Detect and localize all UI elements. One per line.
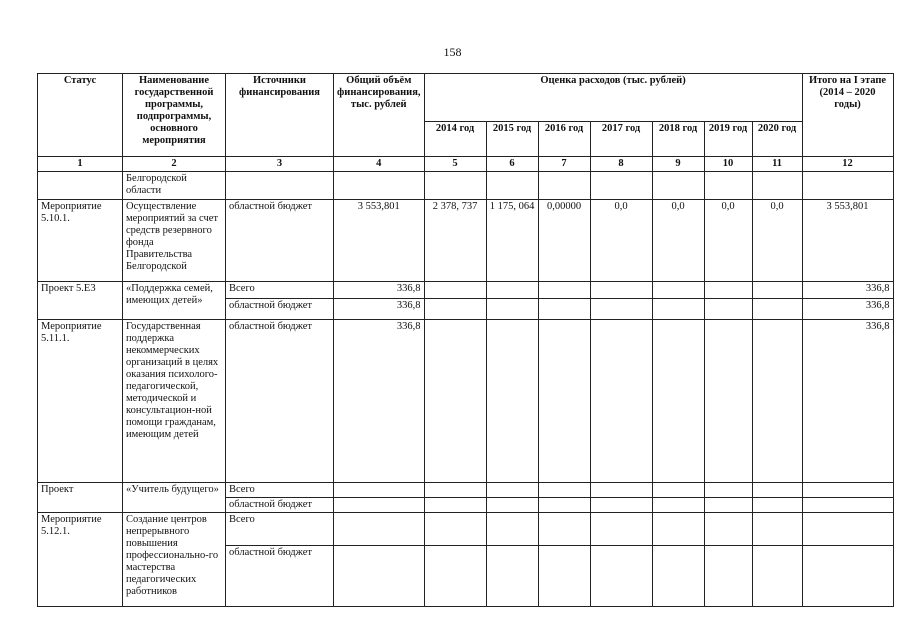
column-number: 11 — [752, 157, 802, 172]
table-row — [38, 282, 894, 299]
column-number: 5 — [424, 157, 486, 172]
header-row — [38, 74, 894, 122]
year-value-cell: 2 378, 737 — [424, 200, 486, 282]
source-cell: областной бюджет — [226, 498, 334, 513]
year-value-cell: 0,0 — [704, 200, 752, 282]
table-row — [38, 200, 894, 282]
stage-total-cell: 336,8 — [802, 282, 893, 299]
source-cell: областной бюджет — [226, 200, 334, 282]
header-year: 2016 год — [538, 122, 590, 157]
stage-total-cell: 336,8 — [802, 299, 893, 320]
source-cell: областной бюджет — [226, 546, 334, 607]
header-year: 2017 год — [590, 122, 652, 157]
name-cell: Осуществление мероприятий за счет средств резервного фонда Правительства Белгородской — [123, 200, 226, 282]
source-cell: Всего — [226, 513, 334, 546]
column-number: 12 — [802, 157, 893, 172]
status-cell: Проект 5.Е3 — [38, 282, 123, 320]
column-number-row — [38, 157, 894, 172]
year-value-cell: 1 175, 064 — [486, 200, 538, 282]
source-cell: Всего — [226, 483, 334, 498]
column-number: 7 — [538, 157, 590, 172]
table-row — [38, 172, 894, 200]
column-number: 10 — [704, 157, 752, 172]
year-value-cell: 0,0 — [752, 200, 802, 282]
header-year: 2014 год — [424, 122, 486, 157]
header-year: 2015 год — [486, 122, 538, 157]
table-row — [38, 320, 894, 483]
table-row — [38, 513, 894, 546]
column-number: 8 — [590, 157, 652, 172]
column-number: 3 — [226, 157, 334, 172]
column-number: 6 — [486, 157, 538, 172]
name-cell: Создание центров непрерывного повышения профессионально-го мастерства педагогических работников — [123, 513, 226, 607]
header-year: 2018 год — [652, 122, 704, 157]
header-sources: Источники финансирования — [226, 74, 334, 157]
source-cell: областной бюджет — [226, 299, 334, 320]
name-cell: «Поддержка семей, имеющих детей» — [123, 282, 226, 320]
column-number: 1 — [38, 157, 123, 172]
total-cell: 336,8 — [334, 299, 425, 320]
year-value-cell: 0,00000 — [538, 200, 590, 282]
header-status: Статус — [38, 74, 123, 157]
status-cell: Мероприятие 5.10.1. — [38, 200, 123, 282]
header-year: 2020 год — [752, 122, 802, 157]
total-cell: 336,8 — [334, 320, 425, 483]
status-cell: Мероприятие 5.11.1. — [38, 320, 123, 483]
stage-total-cell: 3 553,801 — [802, 200, 893, 282]
total-cell: 336,8 — [334, 282, 425, 299]
table-row — [38, 483, 894, 498]
budget-table — [37, 73, 894, 607]
page-number: 158 — [443, 45, 462, 59]
source-cell: Всего — [226, 282, 334, 299]
year-value-cell: 0,0 — [652, 200, 704, 282]
stage-total-cell: 336,8 — [802, 320, 893, 483]
header-name: Наименование государственной программы, подпрограммы, основного мероприятия — [123, 74, 226, 157]
header-cost-estimate: Оценка расходов (тыс. рублей) — [424, 74, 802, 122]
header-stage-total: Итого на I этапе (2014 – 2020 годы) — [802, 74, 893, 157]
column-number: 2 — [123, 157, 226, 172]
header-total-volume: Общий объём финансирования, тыс. рублей — [334, 74, 425, 157]
column-number: 4 — [334, 157, 425, 172]
header-year: 2019 год — [704, 122, 752, 157]
total-cell: 3 553,801 — [334, 200, 425, 282]
status-cell: Проект — [38, 483, 123, 513]
name-cell: Белгородской области — [123, 172, 226, 200]
source-cell: областной бюджет — [226, 320, 334, 483]
status-cell: Мероприятие 5.12.1. — [38, 513, 123, 607]
name-cell: «Учитель будущего» — [123, 483, 226, 513]
year-value-cell: 0,0 — [590, 200, 652, 282]
name-cell: Государственная поддержка некоммерческих организаций в целях оказания психолого-педагогической, методической и консультацион-ной помощи гражданам, имеющим детей — [123, 320, 226, 483]
column-number: 9 — [652, 157, 704, 172]
